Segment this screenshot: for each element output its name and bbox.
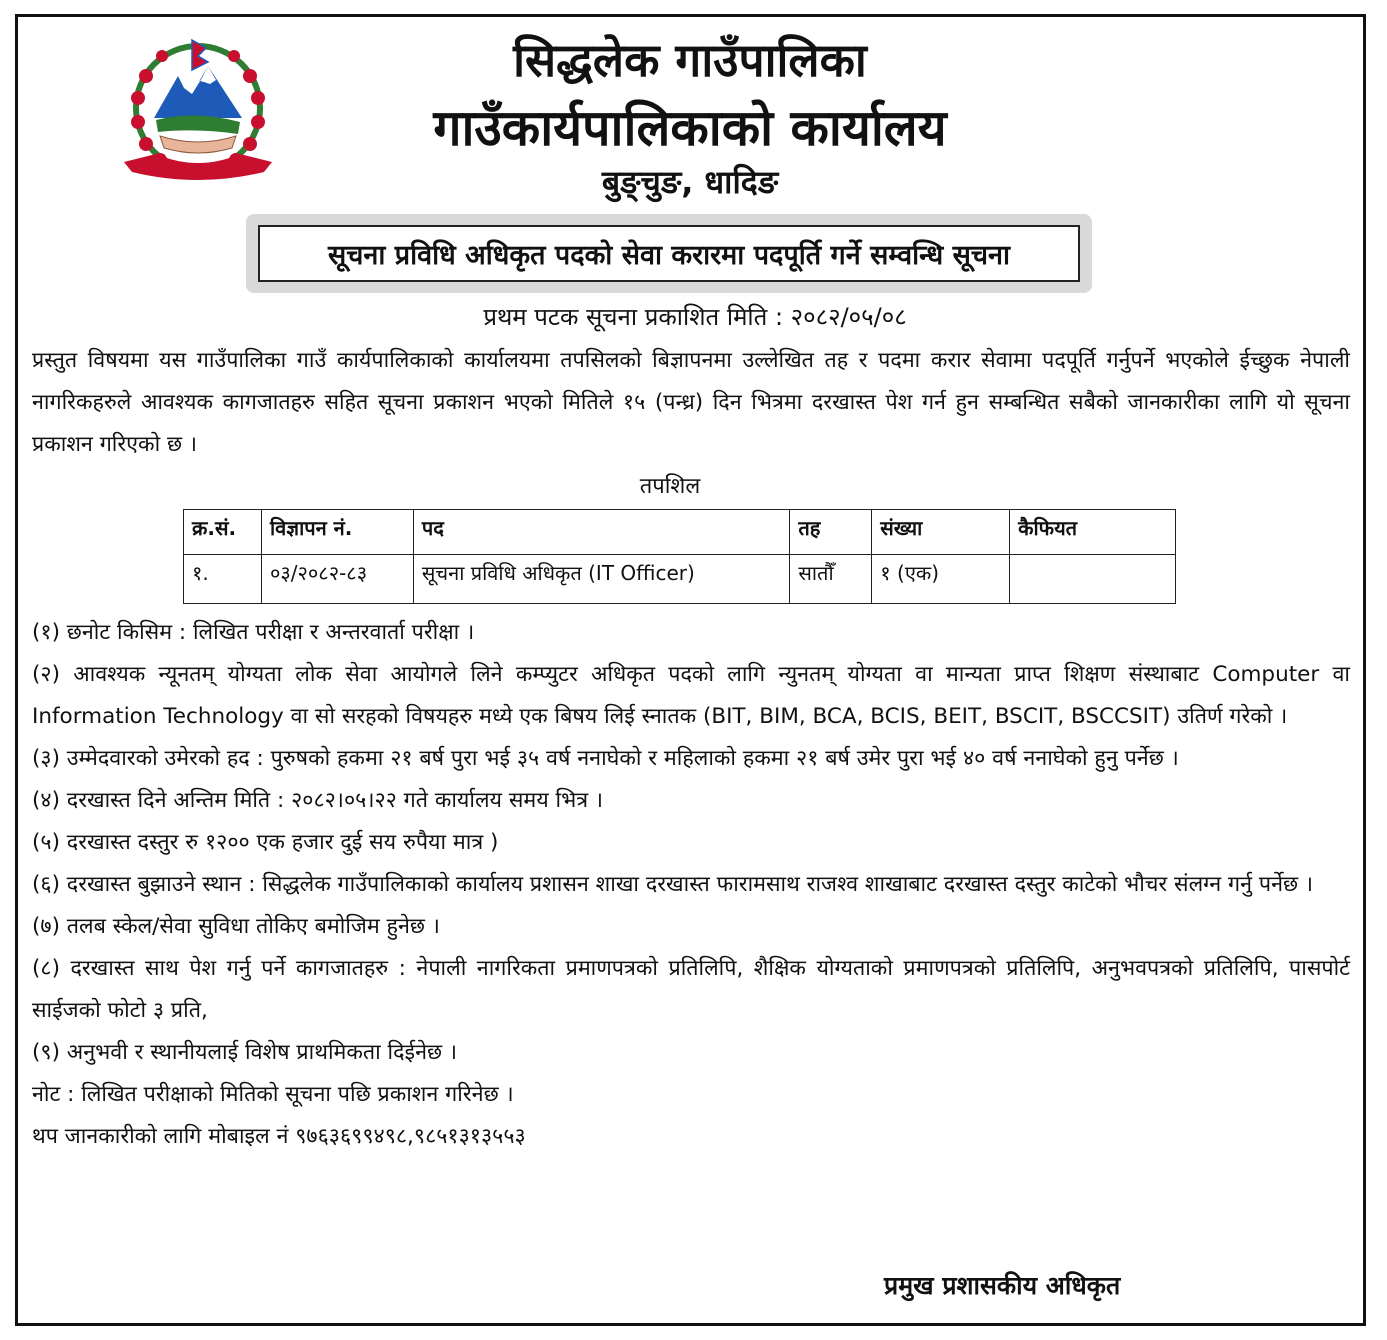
list-item: (२) आवश्यक न्यूनतम् योग्यता लोक सेवा आयोगले लिने कम्प्युटर अधिकृत पदको लागि न्युनतम् योग्यता वा मान्यता प्राप्त शिक्षण संस्थाबाट Computer वा Information Technology वा सो सरहको विषयहरु मध्ये एक बिषय लिई स्नातक (BIT, BIM, BCA, BCIS, BEIT, BSCIT, BSCCSIT) उतिर्ण गरेको । [32,662,1350,729]
cell-post: सूचना प्रविधि अधिकृत (IT Officer) [413,555,789,604]
col-header-count: संख्या [872,510,1010,555]
table-row [184,555,1176,604]
cell-remarks [1010,555,1176,604]
emblem-map [156,115,240,134]
emblem-mountain [154,66,242,118]
col-header-ad-no: विज्ञापन नं. [261,510,413,555]
col-header-remarks: कैफियत [1010,510,1176,555]
nepal-emblem-icon [116,36,280,186]
table-caption: तपशिल [639,474,701,499]
signatory-title: प्रमुख प्रशासकीय अधिकृत [884,1271,1121,1300]
note: नोट : लिखित परीक्षाको मितिको सूचना पछि प्रकाशन गरिनेछ । [32,1082,514,1107]
intro-paragraph: प्रस्तुत विषयमा यस गाउँपालिका गाउँ कार्यपालिकाको कार्यालयमा तपसिलको बिज्ञापनमा उल्लेखित तह र पदमा करार सेवामा पदपूर्ति गर्नुपर्ने भएकोले ईच्छुक नेपाली नागरिकहरुले आवश्यक कागजातहरु सहित सूचना प्रकाशन भएको मितिले १५ (पन्ध्र) दिन भित्रमा दरखास्त पेश गर्न हुन सम्बन्धित सबैको जानकारीका लागि यो सूचना प्रकाशन गरिएको छ । [32,348,1350,457]
cell-count: १ (एक) [872,555,1010,604]
list-item: (९) अनुभवी र स्थानीयलाई विशेष प्राथमिकता दिईनेछ । [32,1040,458,1065]
list-item: (५) दरखास्त दस्तुर रु १२०० एक हजार दुई सय रुपैया मात्र ) [32,830,499,855]
notice-subject: सूचना प्रविधि अधिकृत पदको सेवा करारमा पदपूर्ति गर्ने सम्वन्धि सूचना [258,225,1080,282]
list-item: (७) तलब स्केल/सेवा सुविधा तोकिए बमोजिम हुनेछ । [32,914,440,939]
publication-date: प्रथम पटक सूचना प्रकाशित मिति : २०८२/०५/०८ [483,303,907,331]
col-header-sn: क्र.सं. [184,510,262,555]
cell-level: सातौँ [790,555,872,604]
office-address: बुङ्चुङ, धादिङ [601,163,779,201]
conditions-list [32,612,1350,1158]
contact-info: थप जानकारीको लागि मोबाइल नं ९७६३६९९४९८,९८५१३१३५५३ [32,1124,526,1149]
list-item: (१) छनोट किसिम : लिखित परीक्षा र अन्तरवार्ता परीक्षा । [32,620,475,645]
col-header-level: तह [790,510,872,555]
cell-ad-no: ०३/२०८२-८३ [261,555,413,604]
vacancy-table [183,509,1176,604]
list-item: (८) दरखास्त साथ पेश गर्नु पर्ने कागजातहरु : नेपाली नागरिकता प्रमाणपत्रको प्रतिलिपि, शैक्षिक योग्यताको प्रमाणपत्रको प्रतिलिपि, अनुभवपत्रको प्रतिलिपि, पासपोर्ट साईजको फोटो ३ प्रति, [32,956,1350,1023]
emblem-ribbon [124,154,272,180]
col-header-post: पद [413,510,789,555]
list-item: (६) दरखास्त बुझाउने स्थान : सिद्धलेक गाउँपालिकाको कार्यालय प्रशासन शाखा दरखास्त फारामसाथ राजश्व शाखाबाट दरखास्त दस्तुर काटेको भौचर संलग्न गर्नु पर्नेछ । [32,872,1314,897]
table-header-row [184,510,1176,555]
municipality-name: सिद्धलेक गाउँपालिका [513,33,867,87]
list-item: (३) उम्मेदवारको उमेरको हद : पुरुषको हकमा २१ बर्ष पुरा भई ३५ वर्ष ननाघेको र महिलाको हकमा २१ बर्ष उमेर पुरा भई ४० वर्ष ननाघेको हुनु पर्नेछ । [32,746,1179,771]
cell-sn: १. [184,555,262,604]
office-name: गाउँकार्यपालिकाको कार्यालय [433,99,947,157]
list-item: (४) दरखास्त दिने अन्तिम मिति : २०८२।०५।२२ गते कार्यालय समय भित्र । [32,788,604,813]
